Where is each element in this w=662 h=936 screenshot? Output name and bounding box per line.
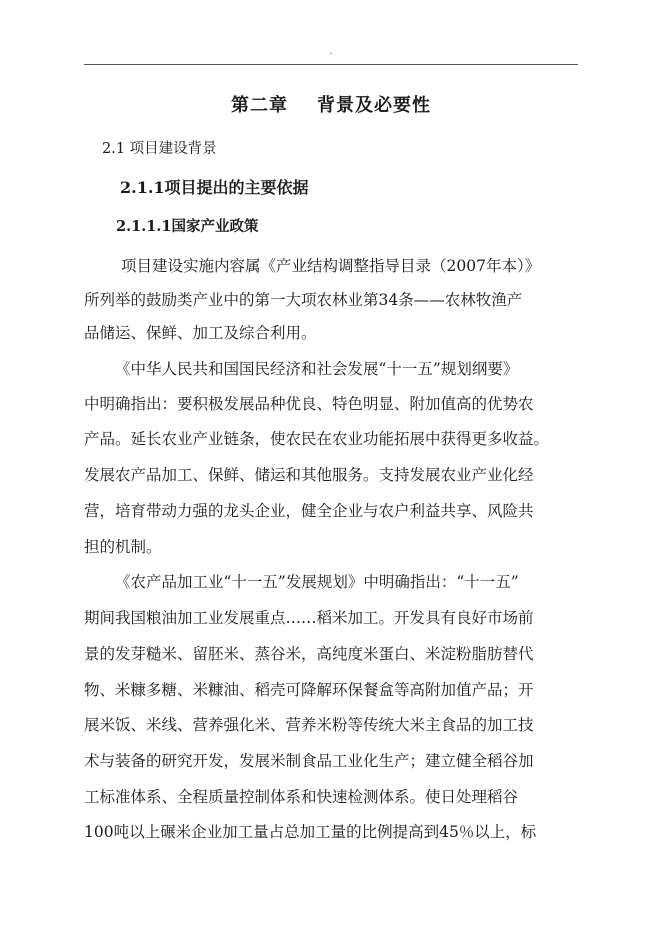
chapter-title: 第二章 背景及必要性 [230,95,432,116]
body-line: 所列举的鼓励类产业中的第一大项农林业第34条——农林牧渔产 [84,291,523,309]
section-heading-2-1-1: 2.1.1项目提出的主要依据 [120,178,309,197]
section-heading-2-1-1-1: 2.1.1.1国家产业政策 [116,218,259,235]
body-line: 术与装备的研究开发，发展米制食品工业化生产；建立健全稻谷加 [84,752,534,770]
body-line: 物、米糠多糖、米糠油、稻壳可降解环保餐盒等高附加值产品；开 [84,681,534,699]
header-rule [84,64,578,65]
body-line: 100吨以上碾米企业加工量占总加工量的比例提高到45％以上，标 [84,823,537,841]
section-heading-2-1: 2.1 项目建设背景 [102,141,217,157]
body-line: 产品。延长农业产业链条，使农民在农业功能拓展中获得更多收益。 [84,430,550,448]
body-line: 中明确指出：要积极发展品种优良、特色明显、附加值高的优势农 [84,395,534,413]
body-line: 担的机制。 [84,538,162,556]
body-line: 《农产品加工业“十一五”发展规划》中明确指出：“十一五” [115,573,519,591]
body-line: 景的发芽糙米、留胚米、蒸谷米，高纯度米蛋白、米淀粉脂肪替代 [84,645,534,663]
body-line: 工标准体系、全程质量控制体系和快速检测体系。使日处理稻谷 [84,788,519,806]
body-line: 营，培育带动力强的龙头企业，健全企业与农户利益共享、风险共 [84,502,534,520]
body-line: 项目建设实施内容属《产业结构调整指导目录（2007年本）》 [121,257,541,275]
body-line: 展米饭、米线、营养强化米、营养米粉等传统大米主食品的加工技 [84,716,534,734]
body-line: 发展农产品加工、保鲜、储运和其他服务。支持发展农业产业化经 [84,466,534,484]
body-line: 期间我国粮油加工业发展重点……稻米加工。开发具有良好市场前 [84,609,534,627]
header-mark: . [329,46,333,57]
body-line: 《中华人民共和国国民经济和社会发展“十一五”规划纲要》 [115,360,519,378]
body-line: 品储运、保鲜、加工及综合利用。 [84,324,317,342]
